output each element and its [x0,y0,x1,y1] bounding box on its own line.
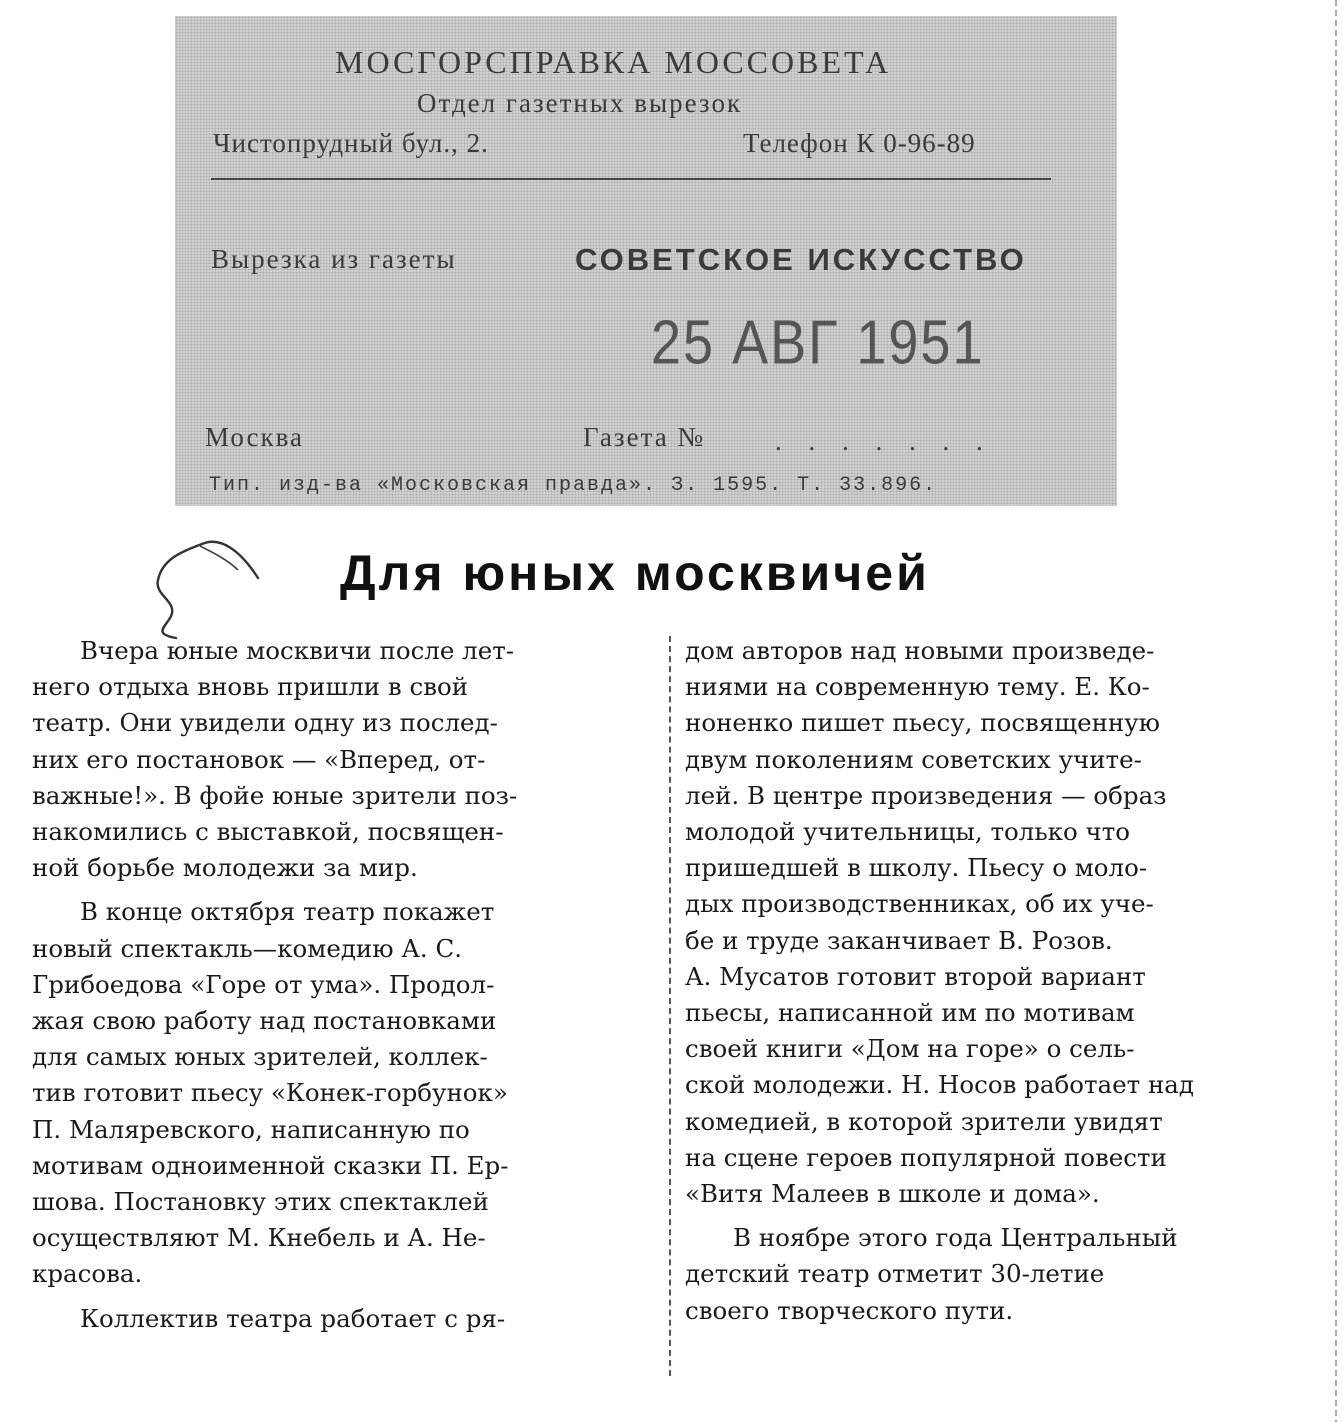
issue-number-blank: . . . . . . . [775,426,993,456]
text-line: тив готовит пьесу «Конек-горбунок» [32,1078,508,1108]
text-line: Вчера юные москвичи после лет- [80,636,515,665]
text-line: ной борьбе молодежи за мир. [32,853,418,883]
text-line: шова. Постановку этих спектаклей [32,1187,489,1217]
text-line: пьесы, написанной им по мотивам [685,998,1135,1028]
text-line: мотивам одноименной сказки П. Ер- [32,1150,509,1180]
text-line: жая свою работу над постановками [32,1006,497,1036]
text-line: лей. В центре произведения — образ [685,780,1167,810]
article-column-right [685,633,1313,1329]
text-line: накомились с выставкой, посвящен- [32,817,504,847]
text-line: В конце октября театр покажет [80,897,495,927]
column-divider [669,636,671,1376]
scan-edge [1335,0,1337,1422]
text-line: них его постановок — «Вперед, от- [32,744,486,774]
cut-from-label: Вырезка из газеты [211,244,457,274]
text-line: красова. [32,1259,143,1289]
printer-line: Тип. изд-ва «Московская правда». З. 1595. Т. 33.896. [209,474,938,497]
text-line: ноненко пишет пьесу, посвященную [685,708,1160,738]
agency-address: Чистопрудный бул., 2. [213,128,489,158]
text-line: бе и труде заканчивает В. Розов. [685,925,1113,955]
text-line: на сцене героев популярной повести [685,1142,1167,1172]
date-stamp: 25 АВГ 1951 [651,308,985,378]
text-line: пришедшей в школу. Пьесу о моло- [685,853,1148,883]
text-line: молодой учительницы, только что [685,817,1131,847]
text-line: Грибоедова «Горе от ума». Продол- [32,969,495,999]
clipping-header-slip [175,16,1117,506]
text-line: своей книги «Дом на горе» о сель- [685,1034,1135,1064]
article-column-left [32,633,658,1337]
agency-name: МОСГОРСПРАВКА МОССОВЕТА [335,44,892,80]
text-line: осуществляют М. Кнебель и А. Не- [32,1223,486,1253]
text-line: комедией, в которой зрители увидят [685,1106,1163,1136]
text-line: дых производственниках, об их уче- [685,889,1154,919]
newspaper-name: СОВЕТСКОЕ ИСКУССТВО [575,242,1027,277]
text-line: театр. Они увидели одну из послед- [32,708,498,738]
agency-phone: Телефон К 0-96-89 [743,128,976,158]
issue-label: Газета № [583,422,706,452]
text-line: него отдыха вновь пришли в свой [32,672,469,702]
text-line: для самых юных зрителей, коллек- [32,1042,488,1072]
slip-divider [211,178,1051,180]
text-line: Коллектив театра работает с ря- [80,1303,506,1333]
text-line: В ноябре этого года Центральный [733,1223,1178,1253]
text-line: дом авторов над новыми произведе- [685,636,1155,665]
text-line: двум поколениям советских учите- [685,744,1142,774]
text-line: детский театр отметит 30-летие [685,1259,1105,1289]
text-line: ниями на современную тему. Е. Ко- [685,672,1150,702]
text-line: П. Маляревского, написанную по [32,1114,470,1144]
text-line: ской молодежи. Н. Носов работает над [685,1070,1194,1100]
text-line: важные!». В фойе юные зрители поз- [32,780,518,810]
text-line: «Витя Малеев в школе и дома». [685,1179,1100,1209]
text-line: своего творческого пути. [685,1295,1014,1325]
pencil-mark-icon [140,530,270,640]
article-headline: Для юных москвичей [340,545,930,601]
city-label: Москва [205,422,304,452]
text-line: А. Мусатов готовит второй вариант [685,961,1146,991]
text-line: новый спектакль—комедию А. С. [32,933,463,963]
department-name: Отдел газетных вырезок [417,88,743,118]
